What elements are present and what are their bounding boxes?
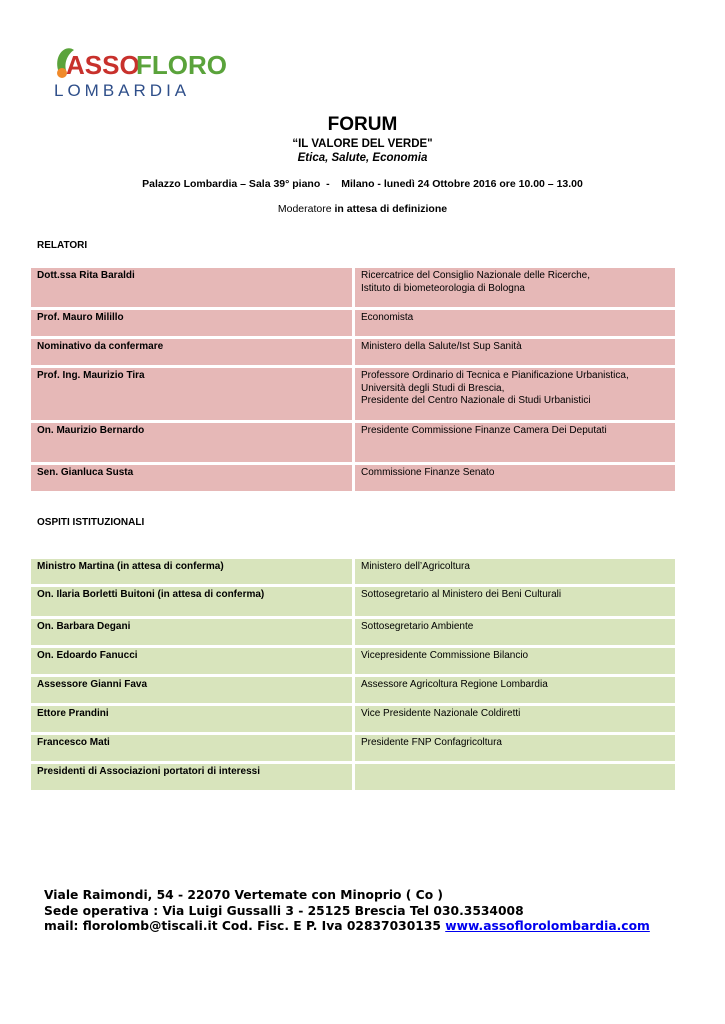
moderator-value: in attesa di definizione — [334, 203, 448, 215]
relatori-row — [31, 423, 675, 462]
assofloro-logo — [52, 40, 227, 102]
ospiti-heading: OSPITI ISTITUZIONALI — [37, 517, 145, 528]
ospiti-role-cell: Vice Presidente Nazionale Coldiretti — [355, 706, 675, 732]
ospiti-role-cell: Presidente FNP Confagricoltura — [355, 735, 675, 761]
footer-contacts — [44, 888, 650, 935]
logo-wordmark-floro: FLORO — [136, 50, 227, 80]
ospiti-role-cell: Sottosegretario Ambiente — [355, 619, 675, 645]
relatori-row — [31, 465, 675, 491]
page-subtitle: “IL VALORE DEL VERDE" — [292, 138, 433, 150]
website-link[interactable]: www.assoflorolombardia.com — [445, 919, 650, 933]
ospiti-role-cell: Ministero dell’Agricoltura — [355, 559, 675, 584]
relatori-name-cell: On. Maurizio Bernardo — [31, 423, 352, 462]
ospiti-name-cell: On. Edoardo Fanucci — [31, 648, 352, 674]
ospiti-row — [31, 764, 675, 790]
ospiti-name-cell: Ministro Martina (in attesa di conferma) — [31, 559, 352, 584]
page-title: FORUM — [327, 114, 398, 135]
relatori-name-cell: Dott.ssa Rita Baraldi — [31, 268, 352, 307]
relatori-role-cell: Presidente Commissione Finanze Camera Dei Deputati — [355, 423, 675, 462]
ospiti-name-cell: Francesco Mati — [31, 735, 352, 761]
relatori-name-cell: Prof. Mauro Milillo — [31, 310, 352, 336]
ospiti-table — [31, 559, 675, 793]
relatori-row — [31, 268, 675, 307]
relatori-role-cell: Ricercatrice del Consiglio Nazionale delle Ricerche, Istituto di biometeorologia di Bologna — [355, 268, 675, 307]
ospiti-name-cell: On. Ilaria Borletti Buitoni (in attesa di conferma) — [31, 587, 352, 616]
logo-wordmark-lombardia: LOMBARDIA — [54, 81, 191, 100]
ospiti-row — [31, 706, 675, 732]
ospiti-name-cell: Presidenti di Associazioni portatori di interessi — [31, 764, 352, 790]
relatori-name-cell: Nominativo da confermare — [31, 339, 352, 365]
logo-wordmark-asso: ASSO — [66, 50, 140, 80]
ospiti-row — [31, 677, 675, 703]
footer-mail-line — [44, 919, 650, 935]
ospiti-name-cell: On. Barbara Degani — [31, 619, 352, 645]
ospiti-row — [31, 559, 675, 584]
relatori-table — [31, 268, 675, 494]
page-subtitle-theme: Etica, Salute, Economia — [297, 152, 428, 164]
relatori-role-cell: Professore Ordinario di Tecnica e Pianificazione Urbanistica, Università degli Studi di Brescia, Presidente del Centro Nazionale di Studi Urbanistici — [355, 368, 675, 420]
moderator-line — [0, 203, 725, 215]
ospiti-role-cell — [355, 764, 675, 790]
footer-address: Viale Raimondi, 54 - 22070 Vertemate con Minoprio ( Co ) — [44, 888, 444, 902]
relatori-name-cell: Prof. Ing. Maurizio Tira — [31, 368, 352, 420]
relatori-row — [31, 368, 675, 420]
logo-graphic — [52, 40, 227, 102]
ospiti-name-cell: Ettore Prandini — [31, 706, 352, 732]
ospiti-row — [31, 619, 675, 645]
ospiti-row — [31, 735, 675, 761]
ospiti-name-cell: Assessore Gianni Fava — [31, 677, 352, 703]
relatori-heading: RELATORI — [37, 240, 88, 251]
footer-mail-vat: mail: florolomb@tiscali.it Cod. Fisc. E P. Iva 02837030135 — [44, 919, 446, 933]
relatori-row — [31, 310, 675, 336]
venue-line: Palazzo Lombardia – Sala 39° piano - Milano - lunedì 24 Ottobre 2016 ore 10.00 – 13.00 — [142, 178, 583, 190]
relatori-role-cell: Commissione Finanze Senato — [355, 465, 675, 491]
relatori-name-cell: Sen. Gianluca Susta — [31, 465, 352, 491]
ospiti-role-cell: Sottosegretario al Ministero dei Beni Culturali — [355, 587, 675, 616]
footer-office: Sede operativa : Via Luigi Gussalli 3 - 25125 Brescia Tel 030.3534008 — [44, 903, 524, 918]
ospiti-role-cell: Assessore Agricoltura Regione Lombardia — [355, 677, 675, 703]
relatori-role-cell: Ministero della Salute/Ist Sup Sanità — [355, 339, 675, 365]
ospiti-role-cell: Vicepresidente Commissione Bilancio — [355, 648, 675, 674]
relatori-row — [31, 339, 675, 365]
relatori-role-cell: Economista — [355, 310, 675, 336]
ospiti-row — [31, 587, 675, 616]
moderator-prefix: Moderatore — [277, 203, 335, 215]
ospiti-row — [31, 648, 675, 674]
